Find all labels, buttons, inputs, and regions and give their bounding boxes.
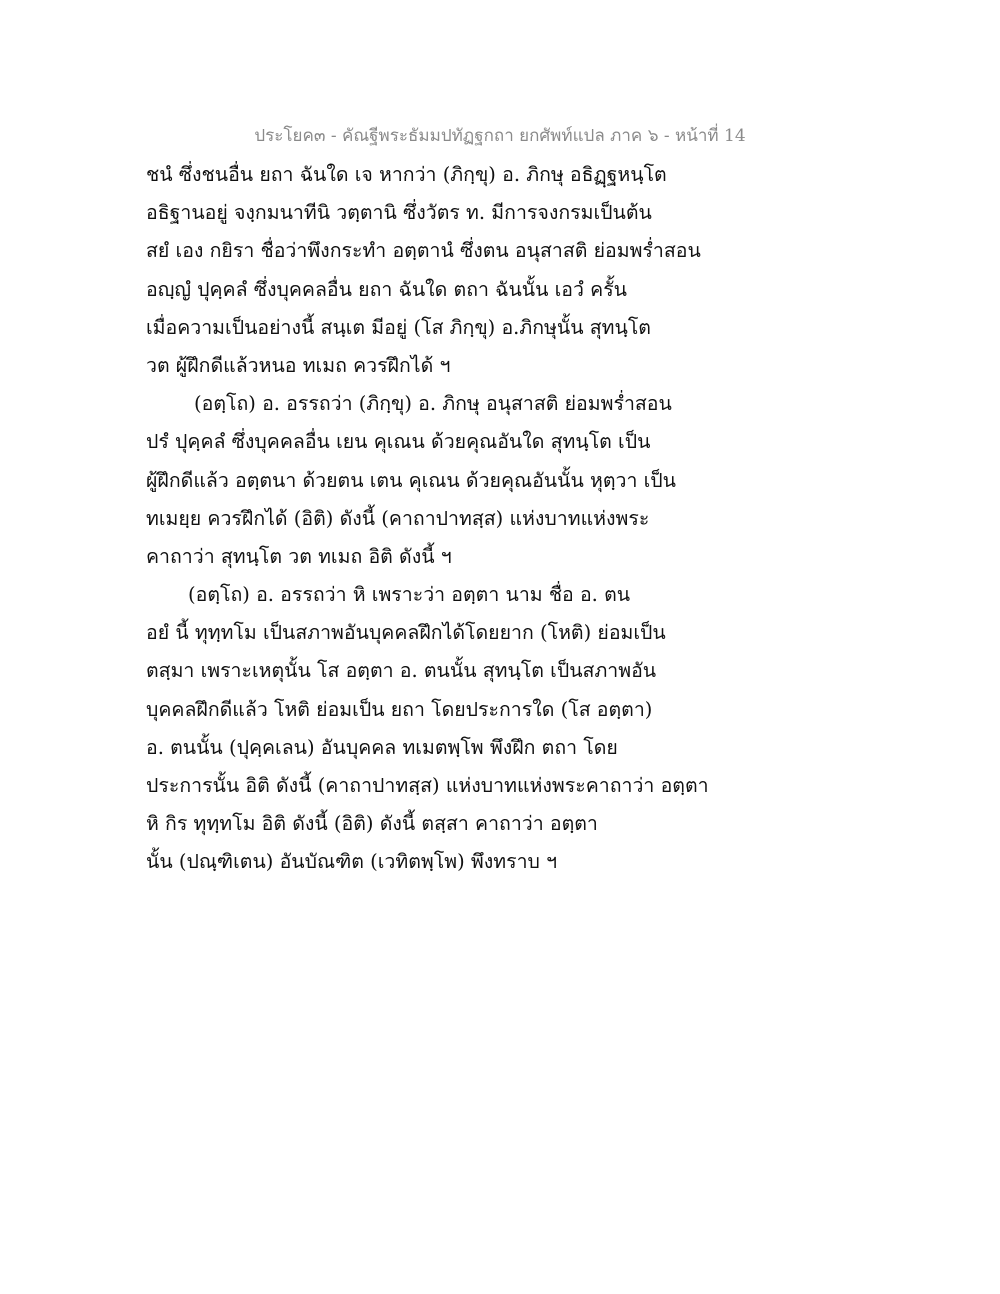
text-line: ตสฺมา เพราะเหตุนั้น โส อตฺตา อ. ตนนั้น สุทนฺโต เป็นสภาพอัน — [146, 659, 657, 683]
text-line: ทเมยฺย ควรฝึกได้ (อิติ) ดังนี้ (คาถาปาทสฺส) แห่งบาทแห่งพระ — [146, 506, 650, 530]
text-line: ปรํ ปุคฺคลํ ซึ่งบุคคลอื่น เยน คุเณน ด้วยคุณอันใด สุทนฺโต เป็น — [146, 430, 651, 454]
text-line: อ. ตนนั้น (ปุคฺคเลน) อันบุคคล ทเมตพฺโพ พึงฝึก ตถา โดย — [146, 735, 618, 759]
text-line: ประการนั้น อิติ ดังนี้ (คาถาปาทสฺส) แห่งบาทแห่งพระคาถาว่า อตฺตา — [146, 774, 709, 797]
text-line: วต ผู้ฝึกดีแล้วหนอ ทเมถ ควรฝึกได้ ฯ — [146, 353, 451, 377]
text-line: นั้น (ปณฺฑิเตน) อันบัณฑิต (เวทิตพฺโพ) พึงทราบ ฯ — [146, 850, 558, 874]
text-line: ชนํ ซึ่งชนอื่น ยถา ฉันใด เจ หากว่า (ภิกฺขุ) อ. ภิกษุ อธิฏฺฐหนฺโต — [146, 163, 667, 186]
text-line: หิ กิร ทุทฺทโม อิติ ดังนี้ (อิติ) ดังนี้ ตสฺสา คาถาว่า อตฺตา — [146, 812, 598, 836]
text-line: ผู้ฝึกดีแล้ว อตฺตนา ด้วยตน เตน คุเณน ด้วยคุณอันนั้น หุตฺวา เป็น — [146, 468, 676, 492]
text-line: อยํ นี้ ทุทฺทโม เป็นสภาพอันบุคคลฝึกได้โดยยาก (โหติ) ย่อมเป็น — [146, 621, 666, 645]
running-header: ประโยค๓ - คัณฐีพระธัมมปทัฏฐกถา ยกศัพท์แปล ภาค ๖ - หน้าที่ 14 — [254, 126, 746, 146]
text-line: อญฺญํ ปุคฺคลํ ซึ่งบุคคลอื่น ยถา ฉันใด ตถา ฉันนั้น เอวํ ครั้น — [146, 277, 628, 301]
text-line: เมื่อความเป็นอย่างนี้ สนฺเต มีอยู่ (โส ภิกฺขุ) อ.ภิกษุนั้น สุทนฺโต — [146, 315, 651, 339]
body-text — [146, 156, 866, 882]
text-line: สยํ เอง กยิรา ชื่อว่าพึงกระทำ อตฺตานํ ซึ่งตน อนุสาสติ ย่อมพร่ำสอน — [146, 239, 701, 263]
text-line: คาถาว่า สุทนฺโต วต ทเมถ อิติ ดังนี้ ฯ — [146, 544, 452, 568]
paragraph-start-line: (อตฺโถ) อ. อรรถว่า (ภิกฺขุ) อ. ภิกษุ อนุสาสติ ย่อมพร่ำสอน — [194, 392, 672, 416]
text-line: บุคคลฝึกดีแล้ว โหติ ย่อมเป็น ยถา โดยประการใด (โส อตฺตา) — [146, 697, 653, 721]
paragraph-start-line: (อตฺโถ) อ. อรรถว่า หิ เพราะว่า อตฺตา นาม ชื่อ อ. ตน — [188, 583, 631, 607]
text-line: อธิฐานอยู่ จงฺกมนาทีนิ วตฺตานิ ซึ่งวัตร ท. มีการจงกรมเป็นต้น — [146, 201, 652, 225]
